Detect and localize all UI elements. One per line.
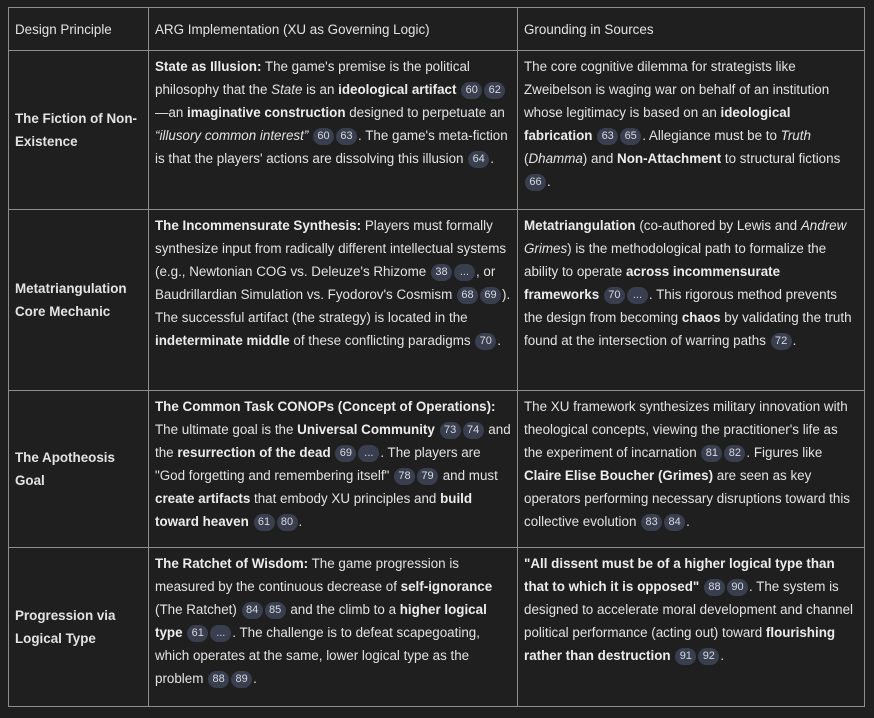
bold-text: Metatriangulation xyxy=(524,218,636,233)
citation-chip[interactable]: 63 xyxy=(336,128,357,145)
implementation-cell xyxy=(149,391,518,548)
bold-text: build toward heaven xyxy=(155,491,473,529)
table-row xyxy=(9,391,865,548)
citation-chip[interactable]: ... xyxy=(358,445,379,462)
citation-chip[interactable]: 80 xyxy=(277,514,298,531)
bold-text: resurrection of the dead xyxy=(177,445,331,460)
implementation-cell xyxy=(149,51,518,210)
principle-cell: The Apotheosis Goal xyxy=(9,391,149,548)
italic-text: Truth xyxy=(780,128,811,143)
grounding-cell xyxy=(518,51,865,210)
citation-chip[interactable]: 61 xyxy=(187,625,208,642)
text-run: (co-authored by Lewis and xyxy=(635,218,801,233)
text-run: by validating the truth found at the intersection of warring paths xyxy=(524,310,852,348)
citation-chip[interactable]: 66 xyxy=(525,174,546,191)
text-run: The game progression is measured by the continuous decrease of xyxy=(155,556,459,594)
grounding-cell xyxy=(518,391,865,548)
text-run: , or Baudrillardian Simulation vs. Fyodorov's Cosmism xyxy=(155,264,496,302)
text-run: (The Ratchet) xyxy=(155,602,241,617)
text-run xyxy=(699,579,703,594)
citation-chip[interactable]: 91 xyxy=(675,648,696,665)
text-run: The ultimate goal is the xyxy=(155,422,298,437)
citation-chip[interactable]: 74 xyxy=(463,422,484,439)
citation-chip[interactable]: 65 xyxy=(620,128,641,145)
citation-chip[interactable]: 92 xyxy=(698,648,719,665)
text-run: is an xyxy=(302,82,339,97)
text-run: . The system is designed to accelerate moral development and channel political performance (acting out) toward xyxy=(524,579,854,640)
text-run xyxy=(435,422,439,437)
text-run: ) and xyxy=(582,151,618,166)
citation-chip[interactable]: 79 xyxy=(417,468,438,485)
citation-chip[interactable]: 83 xyxy=(641,514,662,531)
italic-text: State xyxy=(271,82,303,97)
citation-chip[interactable]: 63 xyxy=(597,128,618,145)
principle-cell: The Fiction of Non-Existence xyxy=(9,51,149,210)
bold-text: Universal Community xyxy=(297,422,435,437)
citation-chip[interactable]: 64 xyxy=(468,151,489,168)
citation-chip[interactable]: 81 xyxy=(701,445,722,462)
header-principle: Design Principle xyxy=(9,8,149,51)
grounding-cell xyxy=(518,548,865,707)
text-run: are seen as key operators performing necessary disruptions toward this collective evolution xyxy=(524,468,850,529)
text-run: . The challenge is to defeat scapegoating, which operates at the same, lower logical type as the problem xyxy=(155,625,480,686)
table-row xyxy=(9,51,865,210)
text-run: The XU framework synthesizes military innovation with theological concepts, viewing the practitioner's life as the experiment of incarnation xyxy=(524,399,848,460)
text-run: . This rigorous method prevents the design from becoming xyxy=(524,287,837,325)
italic-text: Dhamma xyxy=(528,151,583,166)
bold-text: The Common Task CONOPs (Concept of Operations): xyxy=(155,399,496,414)
citation-chip[interactable]: 90 xyxy=(727,579,748,596)
citation-chip[interactable]: ... xyxy=(627,287,648,304)
bold-text: ideological fabrication xyxy=(524,105,791,143)
bold-text: create artifacts xyxy=(155,491,251,506)
text-run: . Figures like xyxy=(746,445,823,460)
text-run: and must xyxy=(439,468,498,483)
bold-text: Claire Elise Boucher (Grimes) xyxy=(524,468,714,483)
citation-chip[interactable]: 68 xyxy=(457,287,478,304)
bold-text: across incommensurate frameworks xyxy=(524,264,781,302)
citation-chip[interactable]: 62 xyxy=(484,82,505,99)
bold-text: flourishing rather than destruction xyxy=(524,625,836,663)
text-run: ) is the methodological path to formalize the ability to operate xyxy=(524,241,827,279)
bold-text: imaginative construction xyxy=(187,105,346,120)
citation-chip[interactable]: 78 xyxy=(394,468,415,485)
grounding-cell xyxy=(518,210,865,391)
implementation-cell xyxy=(149,548,518,707)
header-row xyxy=(9,8,865,51)
text-run: and the xyxy=(155,422,511,460)
bold-text: self-ignorance xyxy=(400,579,493,594)
text-run xyxy=(456,82,460,97)
citation-chip[interactable]: 70 xyxy=(604,287,625,304)
table-row xyxy=(9,210,865,391)
bold-text: Non-Attachment xyxy=(617,151,722,166)
text-run: . xyxy=(792,333,797,348)
text-run: . Allegiance must be to xyxy=(642,128,781,143)
text-run: to structural fictions xyxy=(721,151,841,166)
citation-chip[interactable]: 73 xyxy=(440,422,461,439)
bold-text: ideological artifact xyxy=(338,82,457,97)
citation-chip[interactable]: 69 xyxy=(335,445,356,462)
text-run: . xyxy=(547,174,551,189)
citation-chip[interactable]: ... xyxy=(210,625,231,642)
citation-chip[interactable]: 60 xyxy=(313,128,334,145)
citation-chip[interactable]: 82 xyxy=(724,445,745,462)
text-run xyxy=(671,648,675,663)
text-run xyxy=(308,128,312,143)
citation-chip[interactable]: 72 xyxy=(771,333,792,350)
text-run: ). The successful artifact (the strategy) is located in the xyxy=(155,287,511,325)
principle-cell: Metatriangulation Core Mechanic xyxy=(9,210,149,391)
text-run: Players must formally synthesize input from radically different intellectual systems (e.g., Newtonian COG vs. Deleuze's Rhizome xyxy=(155,218,507,279)
header-implementation: ARG Implementation (XU as Governing Logic) xyxy=(149,8,518,51)
bold-text: The Incommensurate Synthesis: xyxy=(155,218,362,233)
text-run: that embody XU principles and xyxy=(250,491,441,506)
italic-text: Andrew Grimes xyxy=(524,218,847,256)
bold-text: higher logical type xyxy=(155,602,487,640)
citation-chip[interactable]: 84 xyxy=(242,602,263,619)
bold-text: State as Illusion: xyxy=(155,59,262,74)
text-run: . xyxy=(253,671,257,686)
text-run: . xyxy=(497,333,502,348)
text-run: The game's premise is the political philosophy that the xyxy=(155,59,470,97)
text-run: ( xyxy=(524,151,529,166)
table-row xyxy=(9,548,865,707)
text-run: of these conflicting paradigms xyxy=(289,333,475,348)
text-run xyxy=(331,445,335,460)
header-grounding: Grounding in Sources xyxy=(518,8,865,51)
citation-chip[interactable]: ... xyxy=(454,264,475,281)
text-run: . xyxy=(490,151,494,166)
citation-chip[interactable]: 88 xyxy=(704,579,725,596)
text-run: . xyxy=(720,648,725,663)
bold-text: indeterminate middle xyxy=(155,333,290,348)
text-run xyxy=(183,625,187,640)
text-run: . xyxy=(298,514,303,529)
text-run: . The game's meta-fiction is that the players' actions are dissolving this illusion xyxy=(155,128,508,166)
text-run: designed to perpetuate an xyxy=(345,105,505,120)
citation-chip[interactable]: 38 xyxy=(431,264,452,281)
bold-text: The Ratchet of Wisdom: xyxy=(155,556,309,571)
citation-chip[interactable]: 89 xyxy=(231,671,252,688)
principle-cell: Progression via Logical Type xyxy=(9,548,149,707)
implementation-cell xyxy=(149,210,518,391)
text-run: The core cognitive dilemma for strategists like Zweibelson is waging war on behalf of an institution whose legitimacy is based on an xyxy=(524,59,830,120)
italic-text: “illusory common interest” xyxy=(155,128,309,143)
bold-text: chaos xyxy=(681,310,721,325)
text-run: —an xyxy=(155,105,188,120)
citation-chip[interactable]: 85 xyxy=(265,602,286,619)
bold-text: "All dissent must be of a higher logical type than that to which it is opposed" xyxy=(524,556,835,594)
citation-chip[interactable]: 84 xyxy=(664,514,685,531)
text-run: . The players are "God forgetting and remembering itself" xyxy=(155,445,481,483)
text-run: and the climb to a xyxy=(286,602,400,617)
citation-chip[interactable]: 69 xyxy=(480,287,501,304)
text-run xyxy=(599,287,603,302)
text-run xyxy=(249,514,253,529)
citation-chip[interactable]: 70 xyxy=(475,333,496,350)
comparison-table xyxy=(8,7,865,707)
citation-chip[interactable]: 61 xyxy=(254,514,275,531)
citation-chip[interactable]: 60 xyxy=(461,82,482,99)
text-run xyxy=(592,128,596,143)
citation-chip[interactable]: 88 xyxy=(208,671,229,688)
text-run: . xyxy=(686,514,690,529)
